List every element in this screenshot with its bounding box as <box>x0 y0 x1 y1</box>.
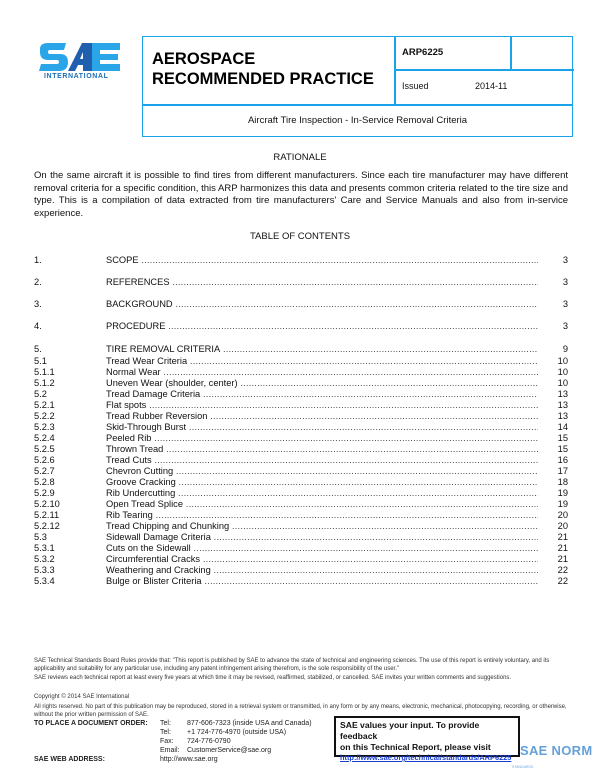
review-text: SAE reviews each technical report at least every five years at which time it may be revised, reaffirmed, stabilized, or cancelled. SAE invites your written comments and suggestions. <box>34 675 512 681</box>
document-header-box <box>142 36 573 137</box>
toc-number: 5.2.12 <box>34 521 60 531</box>
document-type-line2: RECOMMENDED PRACTICE <box>152 70 374 88</box>
toc-title: Normal Wear ..... <box>106 366 538 378</box>
toc-title: Sidewall Damage Criteria ..... <box>106 531 538 543</box>
document-type <box>152 49 374 89</box>
contact-label: Email: <box>160 747 180 754</box>
logo-subtext: INTERNATIONAL <box>44 73 109 80</box>
rationale-text: On the same aircraft it is possible to find tires from different manufacturers. Since each tire manufacturer may have different removal criteria for a specific condition, this ARP harmonizes this data and presents common criteria related to the tire size and type. This is a compilation of data extracted from tire manufacturers' Care and Service Manuals and also from in-service experience. <box>34 170 568 219</box>
toc-title: Tread Damage Criteria ..... <box>106 388 538 400</box>
toc-page: 22 <box>540 575 568 587</box>
toc-title: Peeled Rib ..... <box>106 432 538 444</box>
toc-title: Tread Chipping and Chunking ..... <box>106 520 538 532</box>
toc-title: Open Tread Splice ..... <box>106 498 538 510</box>
web-address-label: SAE WEB ADDRESS: <box>34 756 105 763</box>
toc-entry[interactable] <box>34 298 568 310</box>
document-title: Aircraft Tire Inspection - In-Service Removal Criteria <box>247 115 468 126</box>
issued-date: 2014-11 <box>475 81 508 91</box>
toc-number: 5.2.6 <box>34 455 55 465</box>
toc-heading: TABLE OF CONTENTS <box>249 231 351 242</box>
toc-page: 13 <box>540 388 568 400</box>
toc-title: Cuts on the Sidewall ..... <box>106 542 538 554</box>
rationale-heading: RATIONALE <box>273 152 327 163</box>
toc-number: 5.2.1 <box>34 400 55 410</box>
toc-title: Groove Cracking ..... <box>106 476 538 488</box>
toc-page: 18 <box>540 476 568 488</box>
toc-page: 3 <box>540 298 568 310</box>
toc-title: SCOPE ..... <box>106 254 538 266</box>
toc-title: PROCEDURE ..... <box>106 320 538 332</box>
toc-title: REFERENCES ..... <box>106 276 538 288</box>
feedback-line2: on this Technical Report, please visit <box>340 742 491 752</box>
toc-title: Chevron Cutting ..... <box>106 465 538 477</box>
toc-title: Bulge or Blister Criteria ..... <box>106 575 538 587</box>
toc-page: 10 <box>540 377 568 389</box>
toc-entry[interactable] <box>34 320 568 332</box>
toc-page: 22 <box>540 564 568 576</box>
toc-number: 3. <box>34 299 42 309</box>
watermark-subtext: STANDARDS <box>512 765 534 769</box>
toc-number: 4. <box>34 321 42 331</box>
toc-page: 13 <box>540 410 568 422</box>
toc-page: 15 <box>540 432 568 444</box>
toc-title: Tread Wear Criteria ..... <box>106 355 538 367</box>
toc-number: 5.1.2 <box>34 378 55 388</box>
contact-value[interactable]: +1 724-776-4970 (outside USA) <box>187 729 287 736</box>
contact-label: Fax: <box>160 738 174 745</box>
toc-number: 5.2.7 <box>34 466 55 476</box>
toc-title: BACKGROUND ..... <box>106 298 538 310</box>
toc-page: 9 <box>540 343 568 355</box>
toc-title: Circumferential Cracks ..... <box>106 553 538 565</box>
toc-number: 2. <box>34 277 42 287</box>
toc-page: 3 <box>540 254 568 266</box>
toc-number: 5.2.9 <box>34 488 55 498</box>
toc-page: 13 <box>540 399 568 411</box>
toc-page: 3 <box>540 276 568 288</box>
feedback-box <box>334 716 520 762</box>
contact-value[interactable]: 877-606-7323 (inside USA and Canada) <box>187 720 312 727</box>
toc-page: 10 <box>540 366 568 378</box>
toc-number: 5.2.10 <box>34 499 60 509</box>
toc-entry[interactable] <box>34 276 568 288</box>
toc-page: 10 <box>540 355 568 367</box>
toc-title: TIRE REMOVAL CRITERIA ..... <box>106 343 538 355</box>
toc-number: 5.3.2 <box>34 554 55 564</box>
toc-page: 19 <box>540 498 568 510</box>
toc-page: 20 <box>540 520 568 532</box>
toc-number: 5.1.1 <box>34 367 55 377</box>
toc-title: Thrown Tread ..... <box>106 443 538 455</box>
toc-number: 5.2.8 <box>34 477 55 487</box>
policy-text: SAE Technical Standards Board Rules provide that: "This report is published by SAE to advance the state of technical and engineering sciences. The use of this report is entirely voluntary, and its applicability and suitability for any particular use, including any patent infringement arising therefrom, is the sole responsibility of the user." <box>34 658 550 672</box>
divider <box>394 37 396 104</box>
toc-page: 15 <box>540 443 568 455</box>
document-number: ARP6225 <box>402 47 444 58</box>
contact-label: Tel: <box>160 729 171 736</box>
divider <box>394 69 574 71</box>
toc-number: 5.2.3 <box>34 422 55 432</box>
toc-title: Skid-Through Burst ..... <box>106 421 538 433</box>
toc-number: 5.3.4 <box>34 576 55 586</box>
toc-title: Uneven Wear (shoulder, center) ..... <box>106 377 538 389</box>
toc-title: Weathering and Cracking ..... <box>106 564 538 576</box>
toc-number: 5.2.5 <box>34 444 55 454</box>
issued-label: Issued <box>402 81 429 91</box>
email-link[interactable]: CustomerService@sae.org <box>187 747 272 754</box>
toc-number: 5.3.3 <box>34 565 55 575</box>
contact-value: 724-776-0790 <box>187 738 231 745</box>
divider <box>143 104 572 106</box>
toc-number: 5.2.4 <box>34 433 55 443</box>
feedback-link[interactable]: http://www.sae.org/technical/standards/ARP6225 <box>340 753 512 762</box>
toc-page: 20 <box>540 509 568 521</box>
toc-title: Flat spots ..... <box>106 399 538 411</box>
toc-entry[interactable] <box>34 254 568 266</box>
toc-number: 5.2.2 <box>34 411 55 421</box>
toc-number: 5.3.1 <box>34 543 55 553</box>
toc-entry[interactable] <box>34 343 568 355</box>
divider <box>510 37 512 70</box>
toc-entry[interactable] <box>34 575 568 587</box>
toc-page: 16 <box>540 454 568 466</box>
contact-label: Tel: <box>160 720 171 727</box>
toc-number: 5.2.11 <box>34 510 60 520</box>
toc-page: 21 <box>540 542 568 554</box>
toc-number: 5.3 <box>34 532 47 542</box>
toc-page: 21 <box>540 553 568 565</box>
copyright-text: Copyright © 2014 SAE International <box>34 694 130 700</box>
feedback-line1: SAE values your input. To provide feedback <box>340 720 480 741</box>
toc-number: 5.2 <box>34 389 47 399</box>
watermark-logo: SAE NORM <box>520 743 593 758</box>
toc-page: 19 <box>540 487 568 499</box>
toc-title: Rib Undercutting ..... <box>106 487 538 499</box>
toc-title: Tread Rubber Reversion ..... <box>106 410 538 422</box>
toc-number: 5.1 <box>34 356 47 366</box>
order-label: TO PLACE A DOCUMENT ORDER: <box>34 720 148 727</box>
web-address-link[interactable]: http://www.sae.org <box>160 756 218 763</box>
toc-page: 17 <box>540 465 568 477</box>
document-type-line1: AEROSPACE <box>152 50 256 68</box>
toc-page: 14 <box>540 421 568 433</box>
rights-text: All rights reserved. No part of this publication may be reproduced, stored in a retrieval system or transmitted, in any form or by any means, electronic, mechanical, photocopying, recording, or otherwise, without the prior written permission of SAE. <box>34 704 567 718</box>
toc-title: Rib Tearing ..... <box>106 509 538 521</box>
toc-page: 21 <box>540 531 568 543</box>
toc-title: Tread Cuts ..... <box>106 454 538 466</box>
toc-number: 5. <box>34 344 42 354</box>
toc-page: 3 <box>540 320 568 332</box>
toc-number: 1. <box>34 255 42 265</box>
